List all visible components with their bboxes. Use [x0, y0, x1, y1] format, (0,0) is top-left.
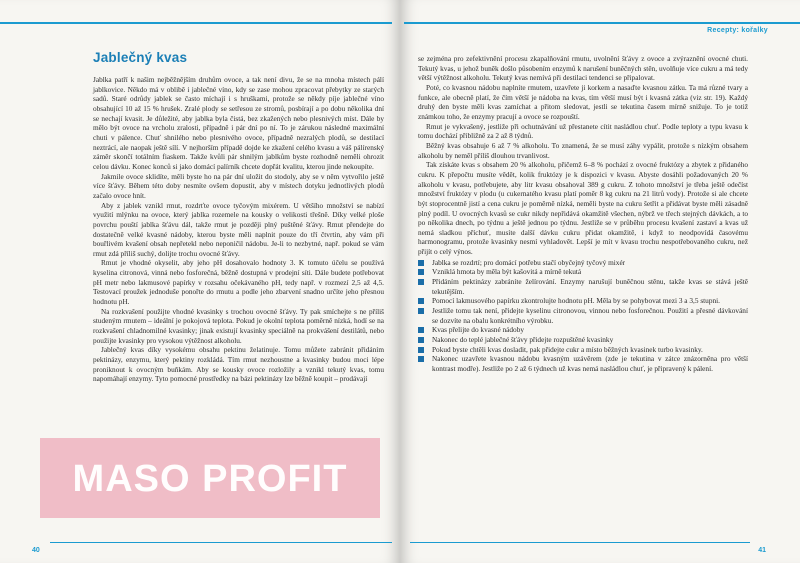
square-bullet-icon	[418, 269, 424, 275]
list-item	[418, 306, 748, 325]
square-bullet-icon	[418, 347, 424, 353]
list-item-text: Jablka se rozdrtí; pro domácí potřebu stačí obyčejný tyčový mixér	[432, 257, 626, 267]
paragraph: Tak získáte kvas s obsahem 20 % alkoholu, přičemž 6–8 % pochází z ovocné fruktózy a zbytek z přidaného cukru. K přepočtu musíte vědět, kolik fruktózy je k dispozici v kvasu. Abyste dosáhli požadovaných 20 % alkoholu v kvasu, potřebujete, aby litr kvasu obsahoval 389 g cukru. Z tohoto množství je třeba ještě odečíst množství fruktózy v plodu (u cukernatého kvasu platí pomĕr 8 kg cukru na 21 litrů vody). Protože si ale chcete být stoprocentně jistí a cena cukru je poměrně nízká, neměli byste na cukru šetřit a přidávat byste měli zásadně plný podíl. U ovocných kvasů se cukr nikdy nepřidává okamžitě všechen, nýbrž ve třech stejných dávkách, a to po několika dnech, po týdnu a ještě jednou po týdnu. Jestliže se v průběhu procesu kvašení zastaví a kvas už nemá sladkou příchuť, musíte další dávku cukru přidat okamžitě, i když to neodpovídá časovému harmonogramu, protože kvasinky nesmí vyhladovět. Lepší je mít v kvasu trochu nespotřebovaného cukru, než přijít o celý výnos.	[418, 160, 748, 257]
page-number: 41	[758, 547, 766, 554]
list-item	[418, 325, 748, 335]
square-bullet-icon	[418, 337, 424, 343]
list-item	[418, 258, 748, 268]
square-bullet-icon	[418, 327, 424, 333]
paragraph: Rmut je vhodné okyselit, aby jeho pH dosahovalo hodnoty 3. K tomuto účelu se používá kyselina citronová, vinná nebo fosforečná, běžně dostupná v prodejní síti. Dále budete potřebovat pH metr nebo lakmusové papírky v rozsahu očekávaného pH, tedy např. v rozmezí 2,5 až 4,5. Testovací proužek jednoduše ponořte do rmutu a podle jeho zbarvení snadno určíte jeho přesnou hodnotu pH.	[93, 258, 384, 307]
section-title: Jablečný kvas	[93, 50, 188, 65]
step-list	[418, 258, 748, 374]
list-item-text: Nakonec uzavřete kvasnou nádobu kvasným uzávěrem (zde je tekutina v zátce znázorněna pro větší kontrast modře). Jestliže po 2 až 6 týdnech už kvas nemá nasládlou chuť, je připravený k pálení.	[432, 354, 748, 373]
list-item	[418, 267, 748, 277]
bottom-rule	[50, 542, 392, 543]
list-item	[418, 296, 748, 306]
paragraph: Jablečný kvas díky vysokému obsahu pektinu želatinuje. Tomu můžete zabránit přidáním pektinázy, enzymu, který pektiny rozkládá. Tím rmut nezhoustne a kvasinky budou moci lépe proniknout k ovocným buňkám. Aby se kousky ovoce rozložily a vznikl tekutý kvas, tomu napomáhají enzymy. Tyto pomocné prostředky na bázi pektinázy lze běžně koupit – prodávají	[93, 345, 384, 384]
list-item-text: Přidáním pektinázy zabráníte želírování. Enzymy narušují buněčnou stěnu, takže kvas se stává ještě tekutějším.	[432, 277, 748, 296]
list-item	[418, 335, 748, 345]
bottom-rule	[410, 542, 750, 543]
list-item	[418, 354, 748, 373]
square-bullet-icon	[418, 279, 424, 285]
watermark-logo: MASO PROFIT	[72, 458, 348, 500]
list-item	[418, 277, 748, 296]
paragraph: Jablka patří k našim nejběžnějším druhům ovoce, a tak není divu, že se na mnoha místech pálí jablkovice. Někdo má v oblibě i jablečné víno, kdy se zase mohou zpracovat přebytky ze starých sadů. Staré odrůdy jablek se často míchají i s hruškami, protože se někdy píje jablečné víno obsahující 10 až 15 % hrušek. Zralé plody se setřesou ze stromů, posbírají a po dobu několika dní se nechají kvasit. Je důležité, aby jablka byla čistá, bez zkažených nebo plesnivých míst. Dále by mělo být ovoce na vrcholu zralosti, případně i pár dní po ní. To je zárukou následné maximální chuti v pálence. Chuť shnilého nebo plesnivého ovoce, případně nezralých plodů, se destilací neztrácí, ale naopak ještě sílí. V nejhorším případě dojde ke zkažení celého kvasu a váš pálírenský záměr skončí totálním fiaskem. Takže kvůli pár shnilým jablkům byste rozhodně neměli ohrozit celou dávku. Konec konců si jako domácí palírník chcete dopřát kvalitu, kterou jinde nekoupíte.	[93, 75, 384, 171]
top-rule	[404, 22, 800, 24]
paragraph: Rmut je vykvašený, jestliže při ochutnávání už přestanete cítit nasládlou chuť. Podle teploty a typu kvasu k tomu dochází přibližně za 2 až 8 týdnů.	[418, 121, 748, 141]
paragraph: Aby z jablek vznikl rmut, rozdrťte ovoce tyčovým mixérem. U většího množství se nabízí využití mlýnku na ovoce, který jablka rozemele na kousky o velikosti třešně. Díky velké ploše povrchu pouští jablka šťávu dál, takže rmut je později plný puštěné šťávy. Rmut přendejte do dostatečně velké kvasné nádoby, kterou byste měli naplnit pouze do tří čtvrtin, aby vám při bouřlivém kvašení obsah nepřetekl nebo neponičil nádobu. Je-li to nezbytné, např. pokud se vám rmut zdá příliš suchý, dolijte trochu ovocné šťávy.	[93, 200, 384, 258]
list-item-text: Nakonec do teplé jablečné šťávy přidejte rozpuštěné kvasinky	[432, 335, 614, 345]
paragraph: Jakmile ovoce sklidíte, měli byste ho na pár dní uložit do stodoly, aby se v něm vytvořilo ještě více šťávy. Během této doby nesmíte ovšem dopustit, aby v místech dotyku jednotlivých plodů začalo ovoce hnít.	[93, 171, 384, 200]
list-item-text: Pokud byste chtěli kvas dosladit, pak přidejte cukr a místo běžných kvasinek turbo kvasinky.	[432, 344, 703, 354]
paragraph: Poté, co kvasnou nádobu naplníte rmutem, uzavřete ji korkem a nasaďte kvasnou zátku. Ta má různé tvary a funkce, ale obecně platí, že čím větší je nádoba na kvas, tím větší musí být i kvasná zátka (viz str. 19). Každý druhý den byste měli kvas zamíchat a přitom sledovat, jestli se tekutina časem mírně snižuje. To je totiž známkou toho, že enzymy pracují a ovoce se rozpouští.	[418, 82, 748, 121]
list-item-text: Kvas přelijte do kvasné nádoby	[432, 325, 524, 335]
top-rule	[0, 22, 392, 24]
list-item-text: Vzniklá hmota by měla být kašovitá a mírně tekutá	[432, 267, 582, 277]
paragraph: Běžný kvas obsahuje 6 až 7 % alkoholu. To znamená, že se musí záhy vypálit, protože s nízkým obsahem alkoholu by neměl příliš dlouhou trvanlivost.	[418, 140, 748, 160]
right-text-column	[418, 54, 748, 374]
list-item-text: Pomocí lakmusového papírku zkontrolujte hodnotu pH. Měla by se pohybovat mezi 3 a 3,5 stupni.	[432, 296, 720, 306]
left-text-column	[93, 50, 384, 384]
square-bullet-icon	[418, 308, 424, 314]
square-bullet-icon	[418, 260, 424, 266]
paragraph: Na rozkvašení použijte vhodné kvasinky s trochou ovocné šťávy. Ty pak smíchejte s ne příliš studeným rmutem – ideální je pokojová teplota. Pokud je okolní teplota poměrně nízká, hodí se na rozkvašení chladnomilné kvasinky; jinak existují kvasinky speciálně na prokvášení destilátů, nebo použijte kvasinky pro vysokou výtěžnost alkoholu.	[93, 306, 384, 345]
square-bullet-icon	[418, 298, 424, 304]
list-item	[418, 345, 748, 355]
square-bullet-icon	[418, 356, 424, 362]
paragraph: se zejména pro zefektivnění procesu zkapalňování rmutu, uvolnění šťávy z ovoce a zvýraznění ovocné chuti. Tekutý kvas, u jehož bunĕk došlo působením enzymů k narušení buněčných stěn, uvolňuje více cukru a má tedy větší výtěžnost alkoholu. Tekutý kvas nemívá při destilaci tendenci se připalovat.	[418, 54, 748, 83]
page-number: 40	[32, 547, 40, 554]
running-head: Recepty: kořalky	[707, 27, 768, 34]
list-item-text: Jestliže tomu tak není, přidejte kyselinu citronovou, vinnou nebo fosforečnou. Použití a přesné dávkování se dozvíte na obalu konkrétního výrobku.	[432, 306, 748, 325]
right-page	[400, 0, 800, 563]
